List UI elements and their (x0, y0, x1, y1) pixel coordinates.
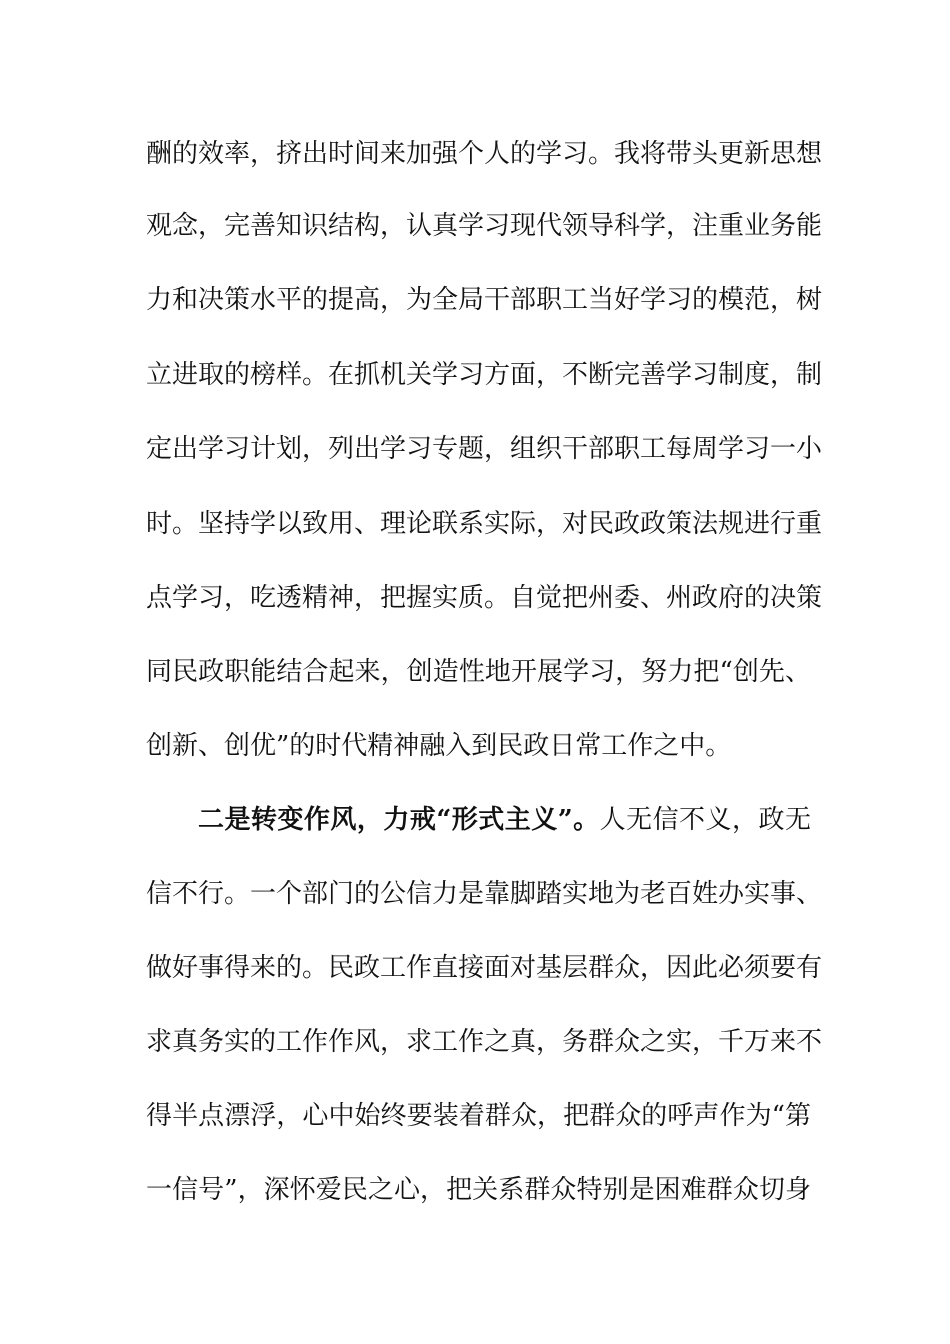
paragraph-first-line-text: 人无信不义，政无 (599, 805, 811, 835)
text-line: 力和决策水平的提高，为全局干部职工当好学习的模范，树 (146, 285, 823, 315)
text-line: 做好事得来的。民政工作直接面对基层群众，因此必须要有 (146, 953, 823, 983)
text-line: 得半点漂浮，心中始终要装着群众，把群众的呼声作为“第 (146, 1101, 811, 1131)
text-line: 酬的效率，挤出时间来加强个人的学习。我将带头更新思想 (146, 139, 823, 169)
text-line: 立进取的榜样。在抓机关学习方面，不断完善学习制度，制 (146, 360, 823, 390)
text-line: 点学习，吃透精神，把握实质。自觉把州委、州政府的决策 (146, 583, 823, 613)
text-line: 创新、创优”的时代精神融入到民政日常工作之中。 (146, 731, 732, 761)
text-line: 求真务实的工作作风，求工作之真，务群众之实，千万来不 (146, 1027, 823, 1057)
text-line: 一信号”，深怀爱民之心，把关系群众特别是困难群众切身 (146, 1175, 811, 1205)
text-line: 信不行。一个部门的公信力是靠脚踏实地为老百姓办实事、 (146, 879, 823, 909)
text-line: 定出学习计划，列出学习专题，组织干部职工每周学习一小 (146, 434, 823, 464)
paragraph-heading: 二是转变作风，力戒“形式主义”。 (198, 805, 600, 835)
text-line: 同民政职能结合起来，创造性地开展学习，努力把“创先、 (146, 657, 811, 687)
text-line: 观念，完善知识结构，认真学习现代领导科学，注重业务能 (146, 211, 823, 241)
paragraph-first-line (198, 800, 811, 840)
text-line: 时。坚持学以致用、理论联系实际，对民政政策法规进行重 (146, 509, 823, 539)
